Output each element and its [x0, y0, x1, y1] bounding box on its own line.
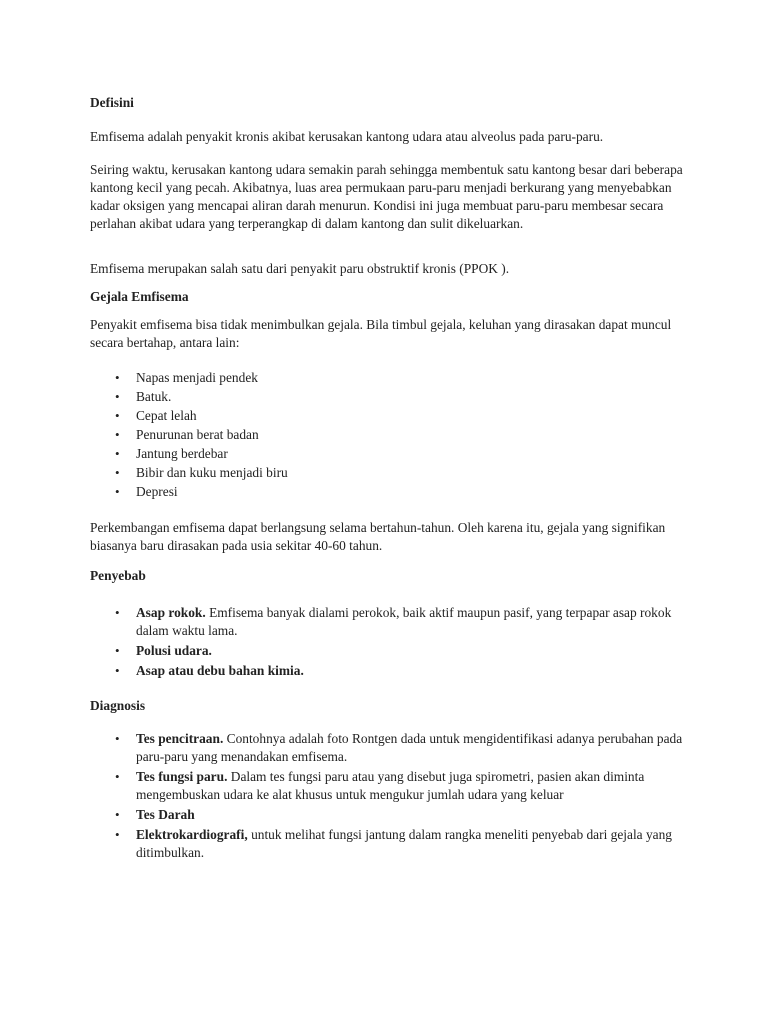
paragraph-gejala-outro: Perkembangan emfisema dapat berlangsung selama bertahun-tahun. Oleh karena itu, gejala yang signifikan biasanya baru dirasakan pada usia sekitar 40-60 tahun. [90, 520, 666, 553]
list-item-term: Asap rokok. [136, 605, 206, 620]
list-item-term: Elektrokardiografi, [136, 827, 248, 842]
list-item-term: Tes fungsi paru. [136, 769, 228, 784]
heading-penyebab: Penyebab [90, 568, 146, 583]
list-item [90, 604, 690, 640]
heading-diagnosis: Diagnosis [90, 698, 146, 713]
list-item [90, 768, 690, 804]
heading-definisi: Defisini [90, 95, 134, 110]
list-item [90, 826, 690, 862]
list-item: • Napas menjadi pendek [90, 369, 690, 388]
list-item [90, 730, 690, 766]
gejala-list [90, 369, 690, 502]
list-item-term: Tes pencitraan. [136, 731, 224, 746]
paragraph-gejala-intro: Penyakit emfisema bisa tidak menimbulkan gejala. Bila timbul gejala, keluhan yang dirasakan dapat muncul secara bertahap, antara lain: [90, 317, 672, 350]
list-item [90, 806, 690, 824]
paragraph-definisi-1: Emfisema adalah penyakit kronis akibat kerusakan kantong udara atau alveolus pada paru-paru. [90, 129, 604, 144]
heading-gejala: Gejala Emfisema [90, 289, 189, 304]
list-item: • Bibir dan kuku menjadi biru [90, 464, 690, 483]
paragraph-definisi-3: Emfisema merupakan salah satu dari penyakit paru obstruktif kronis (PPOK ). [90, 261, 510, 276]
list-item: • Depresi [90, 483, 690, 502]
list-item: • Batuk. [90, 388, 690, 407]
list-item-text: Contohnya adalah foto Rontgen dada untuk mengidentifikasi adanya perubahan pada paru-paru yang menandakan emfisema. [136, 731, 683, 764]
list-item-term: Tes Darah [136, 807, 195, 822]
list-item-text: untuk melihat fungsi jantung dalam rangka meneliti penyebab dari gejala yang ditimbulkan. [136, 827, 672, 860]
penyebab-list [90, 604, 690, 682]
list-item-text: Dalam tes fungsi paru atau yang disebut juga spirometri, pasien akan diminta mengembuskan udara ke alat khusus untuk mengukur jumlah udara yang keluar [136, 769, 645, 802]
paragraph-definisi-2: Seiring waktu, kerusakan kantong udara semakin parah sehingga membentuk satu kantong besar dari beberapa kantong kecil yang pecah. Akibatnya, luas area permukaan paru-paru menjadi berkurang yang menyebabkan kadar oksigen yang mencapai aliran darah menurun. Kondisi ini juga membuat paru-paru membesar secara perlahan akibat udara yang terperangkap di dalam kantong dan sulit dikeluarkan. [90, 162, 683, 231]
list-item [90, 642, 690, 660]
list-item-term: Asap atau debu bahan kimia. [136, 663, 304, 678]
diagnosis-list [90, 730, 690, 864]
list-item: • Jantung berdebar [90, 445, 690, 464]
list-item: • Penurunan berat badan [90, 426, 690, 445]
list-item-text: Emfisema banyak dialami perokok, baik aktif maupun pasif, yang terpapar asap rokok dalam waktu lama. [136, 605, 672, 638]
list-item: • Cepat lelah [90, 407, 690, 426]
list-item-term: Polusi udara. [136, 643, 212, 658]
list-item [90, 662, 690, 680]
